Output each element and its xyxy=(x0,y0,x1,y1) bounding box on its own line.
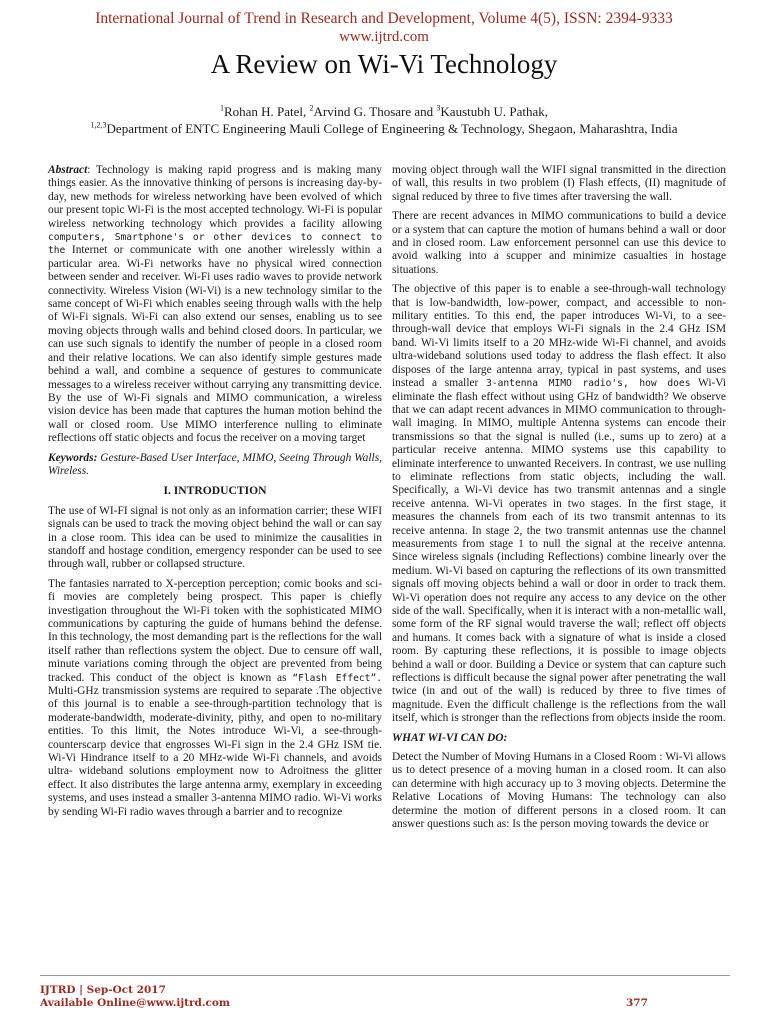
footer-issue: IJTRD | Sep-Oct 2017 xyxy=(40,984,166,996)
author-2-superscript: 2 xyxy=(309,103,314,113)
right-p3-mono: 3-antenna MIMO radio's, how does xyxy=(486,378,691,390)
right-p3-text-a: The objective of this paper is to enable a see-through-wall technology that is low-bandwidth, low-power, compact, and accessible to non-military entities. To this end, the paper introduces Wi-Vi, to a see-through-wall device that employs Wi-Fi signals in the 2.4 GHz ISM band. Wi-Vi limits itself to a 20 MHz-wide Wi-Fi channel, and avoids ultra-wideband solutions used today to address the flash effect. It also disposes of the large antenna array, typical in past systems, and uses instead a smaller xyxy=(392,283,726,390)
intro-p2-text-a: The fantasies narrated to X-perception perception; comic books and sci-fi movies are completely being prospect. This paper is chiefly investigation throughout the Wi-Fi token with the sophisticated MIMO communications by capturing the guide of humans behind the defense. In this technology, the most demanding part is the reflections for the wall itself rather than reflections system the object. Due to censure off wall, minute variations coming through the object are prevented from being tracked. This conduct of the object is known as xyxy=(48,577,382,684)
paper-title: A Review on Wi-Vi Technology xyxy=(210,49,558,79)
journal-header xyxy=(0,10,768,46)
right-paragraph-3 xyxy=(392,283,726,725)
section-heading-what-wi-vi-can-do: WHAT WI-VI CAN DO: xyxy=(392,731,508,744)
right-p3-text-b: Wi-Vi eliminate the flash effect without using GHz of bandwidth? We observe that we can adapt recent advances in MIMO communication to through-wall imaging. In MIMO, multiple Antenna systems can encode their transmissions so that the signal is nulled (i.e., sums up to zero) at a particular receive antenna. MIMO systems use this capability to eliminate interference to unwanted Receivers. In contrast, we use nulling to eliminate reflections from static objects, including the wall. Specifically, a Wi-Vi device has two transmit antennas and a single receive antenna. Wi-Vi operates in two stages. In the first stage, it measures the channels from each of its two transmit antennas to its receive antenna. In stage 2, the two transmit antennas use the channel measurements from stage 1 to null the signal at the receive antenna. Since wireless signals (including Reflections) combine linearly over the medium. Wi-Vi based on capturing the reflections of its own transmitted signals off moving objects behind a wall or door in order to track them. Wi-Vi operation does not require any access to any device on the other side of the wall. Specifically, when it is interact with a non-metallic wall, some form of the RF signal would traverse the wall; reflect off objects and humans. It comes back with a signature of what is inside a closed room. By capturing these reflections, it is possible to image objects behind a wall or door. Building a Device or system that can capture such reflections is difficult because the signal power after penetrating the wall twice (in and out of the wall) is reduced by three to five times of magnitude. Even the difficult challenge is the reflections from the wall itself, which is stronger than the reflections from objects inside the room. xyxy=(392,377,726,725)
abstract-text-mono: computers, Smartphone's or other devices to connect to the xyxy=(48,232,382,257)
keywords-text: Gesture-Based User Interface, MIMO, Seeing Through Walls, Wireless. xyxy=(48,451,382,477)
journal-url[interactable]: www.ijtrd.com xyxy=(339,29,429,45)
author-3: Kaustubh U. Pathak, xyxy=(440,104,549,119)
left-column xyxy=(48,164,382,825)
author-2: Arvind G. Thosare and xyxy=(313,104,437,119)
affiliation xyxy=(0,121,768,137)
right-column xyxy=(392,164,726,838)
abstract-text-b: Internet or communicate with one another wirelessly within a particular area. Wi-Fi networks have no physical wired connection between sender and receiver. Wi-Fi uses radio waves to provide network connectivity. Wireless Vision (Wi-Vi) is a new technology similar to the same concept of Wi-Fi which enables seeing through walls with the help of Wi-Fi signals. Wi-Fi can also extend our senses, enabling us to see moving objects through walls and behind closed doors. In particular, we can use such signals to identify the number of people in a closed room and their relative locations. We can also identify simple gestures made behind a wall, and combine a sequence of gestures to communicate messages to a wireless receiver without carrying any transmitting device. By the use of Wi-Fi signals and MIMO communication, a wireless vision device has been made that captures the human motion behind the wall or closed room. Use MIMO interference nulling to eliminate reflections off static objects and focus the receiver on a moving target xyxy=(48,244,382,445)
footer-availability[interactable]: Available Online@www.ijtrd.com xyxy=(40,997,231,1009)
affiliation-text: Department of ENTC Engineering Mauli College of Engineering & Technology, Shegaon, Maharashtra, India xyxy=(106,121,678,136)
affiliation-superscript: 1,2,3 xyxy=(90,120,107,130)
page-number: 377 xyxy=(626,997,648,1009)
section-heading-introduction: I. INTRODUCTION xyxy=(163,484,267,498)
intro-paragraph-2 xyxy=(48,578,382,819)
author-list xyxy=(0,104,768,120)
right-paragraph-1: moving object through wall the WIFI signal transmitted in the direction of wall, this results in two problem (I) Flash effects, (II) magnitude of signal reduced by three to five times after traversing the wall. xyxy=(392,164,726,203)
journal-name: International Journal of Trend in Research and Development, Volume 4(5), ISSN: 2394-9333 xyxy=(95,10,673,27)
intro-paragraph-1: The use of WI-FI signal is not only as an information carrier; these WIFI signals can be used to track the moving object behind the wall or can say in a close room. This idea can be used to minimize the causalities in standoff and hostage condition, emergency responder can be used to see through wall, rubber or collapsed structure. xyxy=(48,504,382,571)
author-1-superscript: 1 xyxy=(219,103,224,113)
abstract-label: Abstract xyxy=(48,164,88,176)
abstract-text-a: : Technology is making rapid progress and is making many things easier. As the innovative thinking of persons is increasing day-by-day, new methods for wireless networking have been evolved of which our present topic Wi-Fi is the most accepted technology. Wi-Fi is popular wireless networking technology which provides a facility allowing xyxy=(48,164,382,230)
footer-divider xyxy=(40,975,730,976)
abstract-paragraph xyxy=(48,164,382,446)
intro-p2-text-b: Multi-GHz transmission systems are required to separate .The objective of this journal is to enable a see-through-partition technology that is moderate-bandwidth, moderate-divinity, pithy, and open to no-military entities. To this limit, the Notes introduce Wi-Vi, a see-through-counterscarp device that engrosses Wi-Fi sign in the 2.4 GHz ISM tie. Wi-Vi Hindrance itself to a 20 MHz-wide Wi-Fi channels, and avoids ultra- wideband solutions employment now to Adroitness the glitter effect. It also distributes the large antenna army, exemplary in exceeding systems, and uses instead a smaller 3-antenna MIMO radio. Wi-Vi works by sending Wi-Fi radio waves through a barrier and to recognize xyxy=(48,685,382,818)
footer-info xyxy=(40,984,230,1010)
intro-p2-flash-effect: “Flash Effect”. xyxy=(292,672,382,684)
right-paragraph-4: Detect the Number of Moving Humans in a Closed Room : Wi-Vi allows us to detect presence of a moving human in a closed room. It can also can determine with high accuracy up to 3 moving objects. Determine the Relative Locations of Moving Humans: The technology can also determine the motion of different persons in a closed room. It can answer questions such as: Is the person moving towards the device or xyxy=(392,751,726,831)
author-1: Rohan H. Patel, xyxy=(223,104,310,119)
keywords-label: Keywords: xyxy=(48,451,98,464)
keywords-paragraph xyxy=(48,452,382,479)
right-paragraph-2: There are recent advances in MIMO communications to build a device or a system that can capture the motion of humans behind a wall or door and in closed room. Law enforcement personnel can use this device to avoid walking into a scupper and minimize casualties in hostage situations. xyxy=(392,210,726,276)
author-3-superscript: 3 xyxy=(436,103,441,113)
